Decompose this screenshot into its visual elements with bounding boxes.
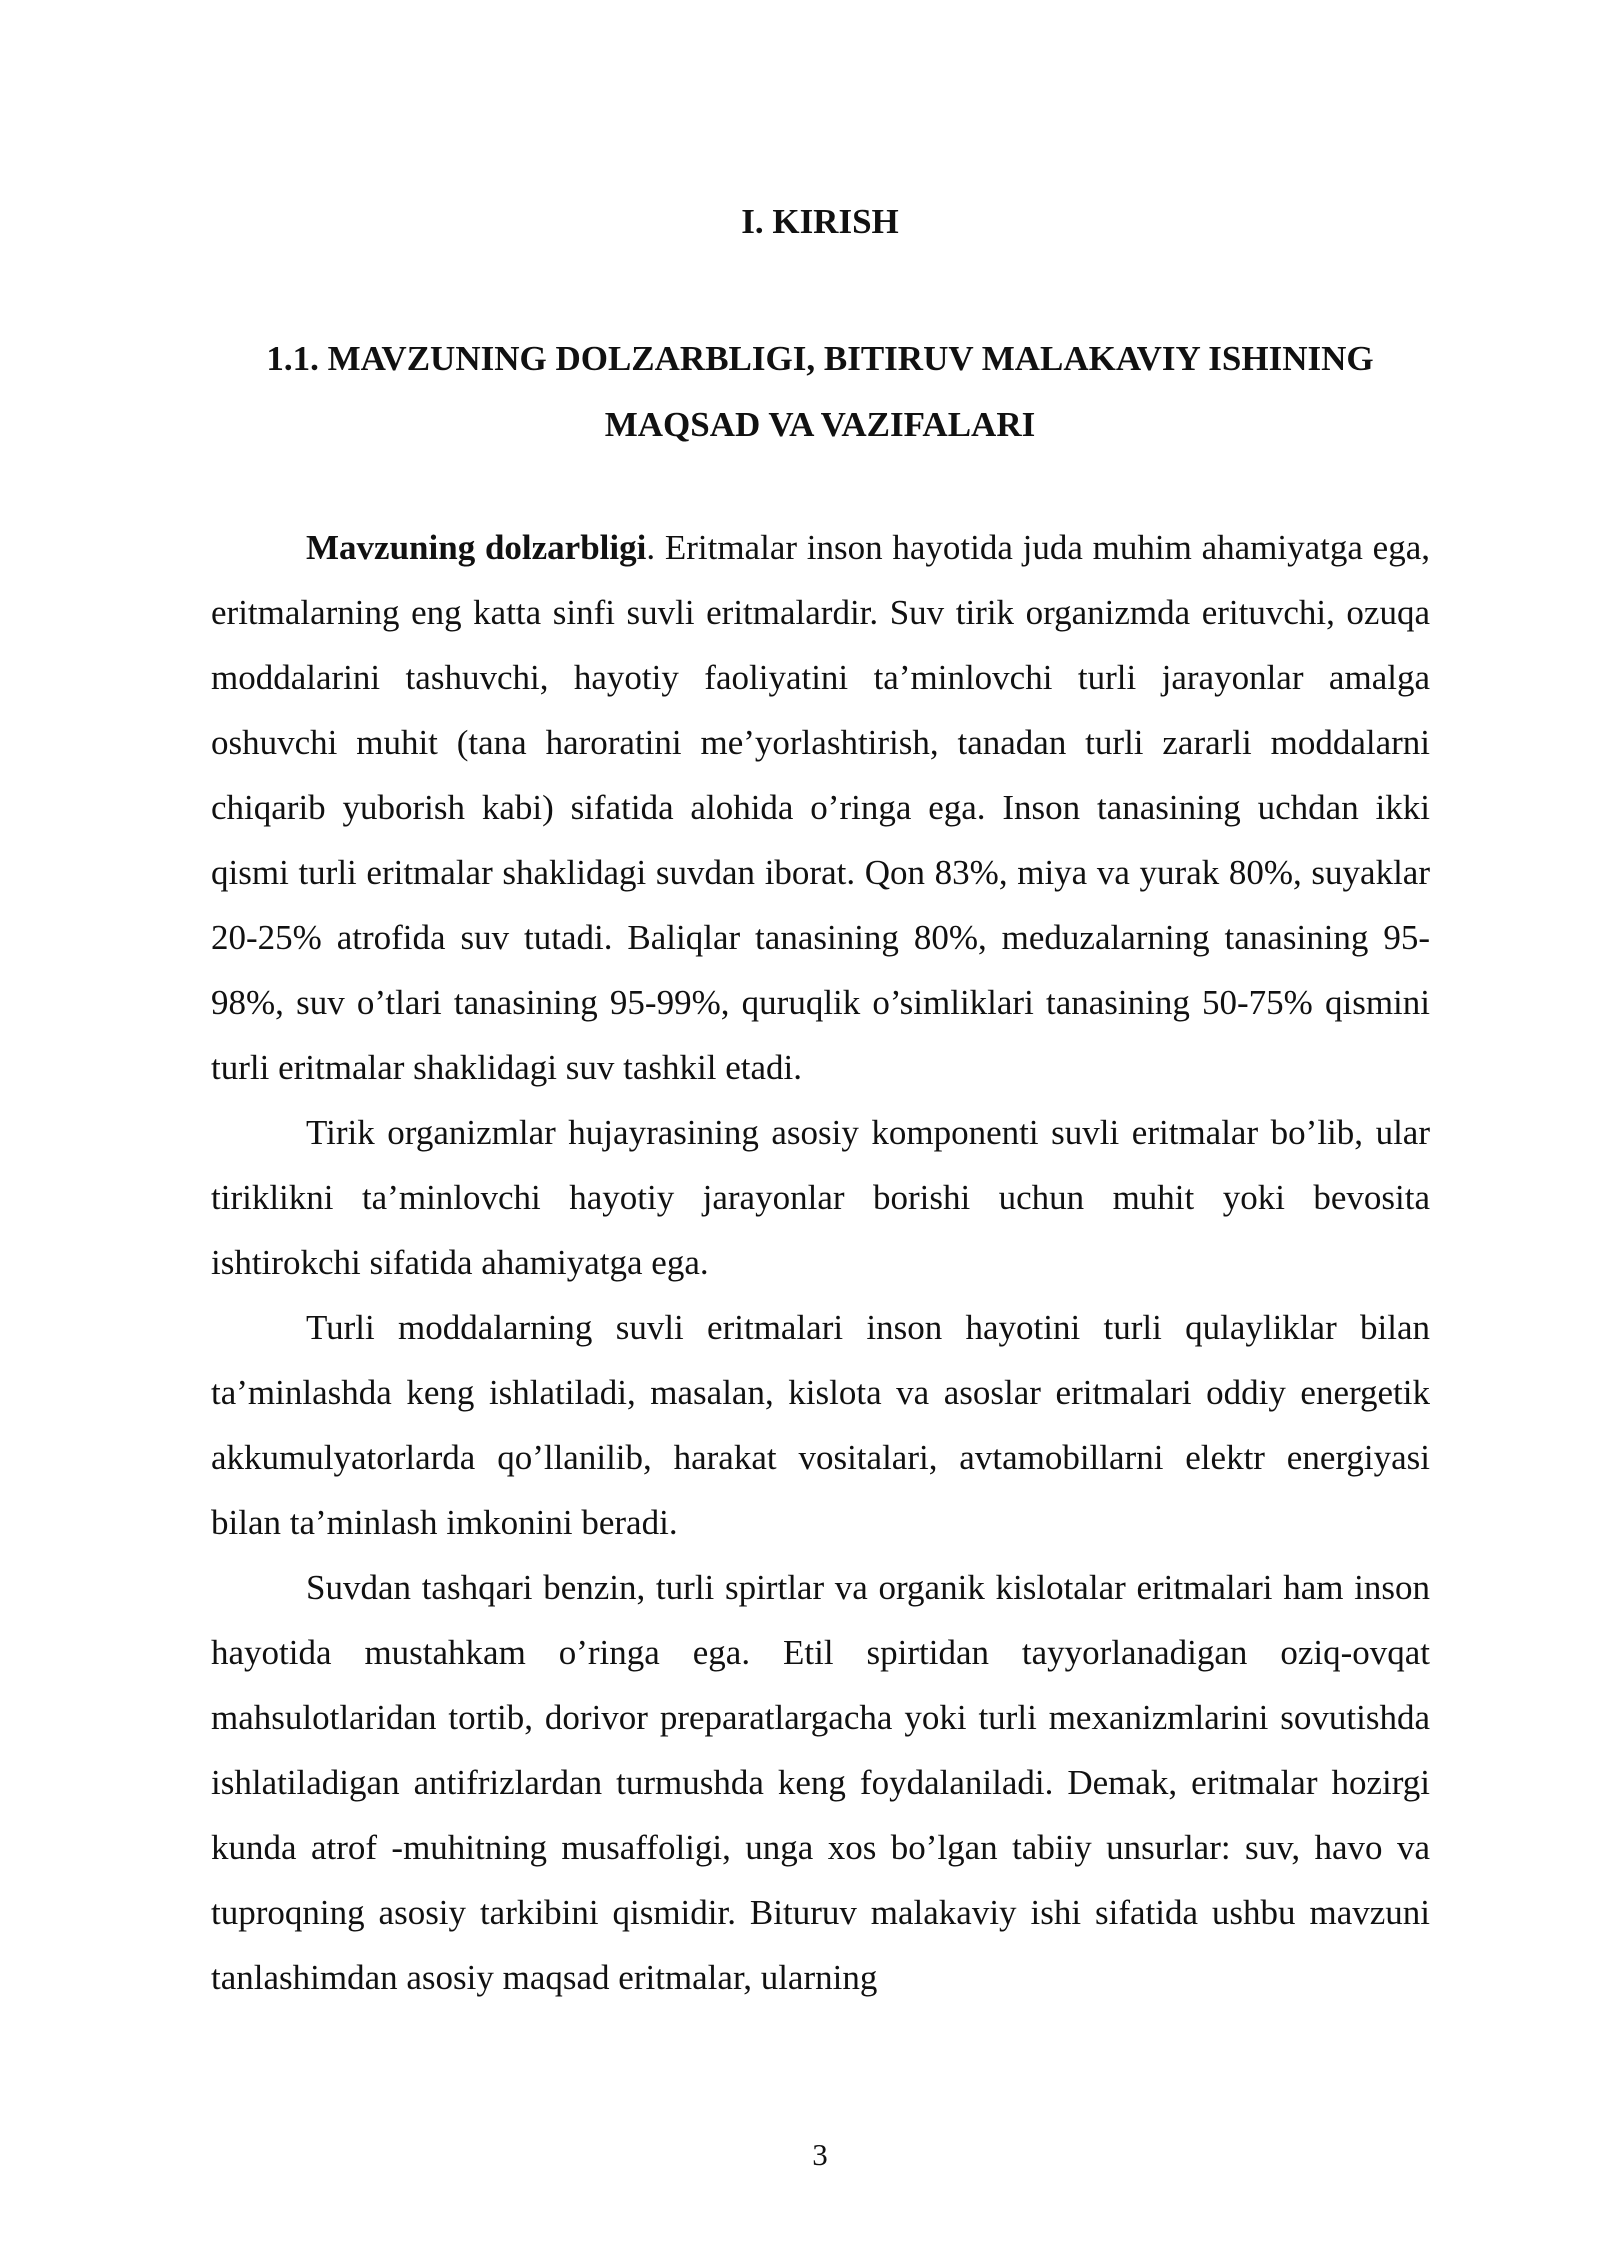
paragraph-2: Tirik organizmlar hujayrasining asosiy komponenti suvli eritmalar bo’lib, ular tiriklikni ta’minlovchi hayotiy jarayonlar borishi uchun muhit yoki bevosita ishtirokchi sifatida ahamiyatga ega. (211, 1113, 1430, 1282)
paragraph-1-text: . Eritmalar inson hayotida juda muhim ahamiyatga ega, eritmalarning eng katta sinfi suvli eritmalardir. Suv tirik organizmda erituvchi, ozuqa moddalarini tashuvchi, hayotiy faoliyatini ta’minlovchi turli jarayonlar amalga oshuvchi muhit (tana haroratini me’yorlashtirish, tanadan turli zararli moddalarni chiqarib yuborish kabi) sifatida alohida o’ringa ega. Inson tanasining uchdan ikki qismi turli eritmalar shaklidagi suvdan iborat. Qon 83%, miya va yurak 80%, suyaklar 20-25% atrofida suv tutadi. Baliqlar tanasining 80%, meduzalarning tanasining 95-98%, suv o’tlari tanasining 95-99%, quruqlik o’simliklari tanasining 50-75% qismini turli eritmalar shaklidagi suv tashkil etadi. (211, 528, 1430, 1087)
paragraph-lead-term: Mavzuning dolzarbligi (306, 528, 647, 567)
paragraph-3: Turli moddalarning suvli eritmalari inson hayotini turli qulayliklar bilan ta’minlashda keng ishlatiladi, masalan, kislota va asoslar eritmalari oddiy energetik akkumulyatorlarda qo’llanilib, harakat vositalari, avtamobillarni elektr energiyasi bilan ta’minlash imkonini beradi. (211, 1308, 1430, 1542)
paragraph-1 (211, 515, 1430, 1100)
paragraph-4: Suvdan tashqari benzin, turli spirtlar va organik kislotalar eritmalari ham inson hayotida mustahkam o’ringa ega. Etil spirtidan tayyorlanadigan oziq-ovqat mahsulotlaridan tortib, dorivor preparatlargacha yoki turli mexanizmlarini sovutishda ishlatiladigan antifrizlardan turmushda keng foydalaniladi. Demak, eritmalar hozirgi kunda atrof -muhitning musaffoligi, unga xos bo’lgan tabiiy unsurlar: suv, havo va tuproqning asosiy tarkibini qismidir. Bituruv malakaviy ishi sifatida ushbu mavzuni tanlashimdan asosiy maqsad eritmalar, ularning (211, 1568, 1430, 1997)
page-number: 3 (812, 2137, 828, 2172)
section-heading-line-2: MAQSAD VA VAZIFALARI (604, 405, 1036, 444)
section-heading (212, 326, 1428, 458)
body-text (211, 515, 1430, 2010)
chapter-heading: I. KIRISH (741, 202, 899, 241)
section-heading-line-1: 1.1. MAVZUNING DOLZARBLIGI, BITIRUV MALAKAVIY ISHINING (266, 339, 1374, 378)
